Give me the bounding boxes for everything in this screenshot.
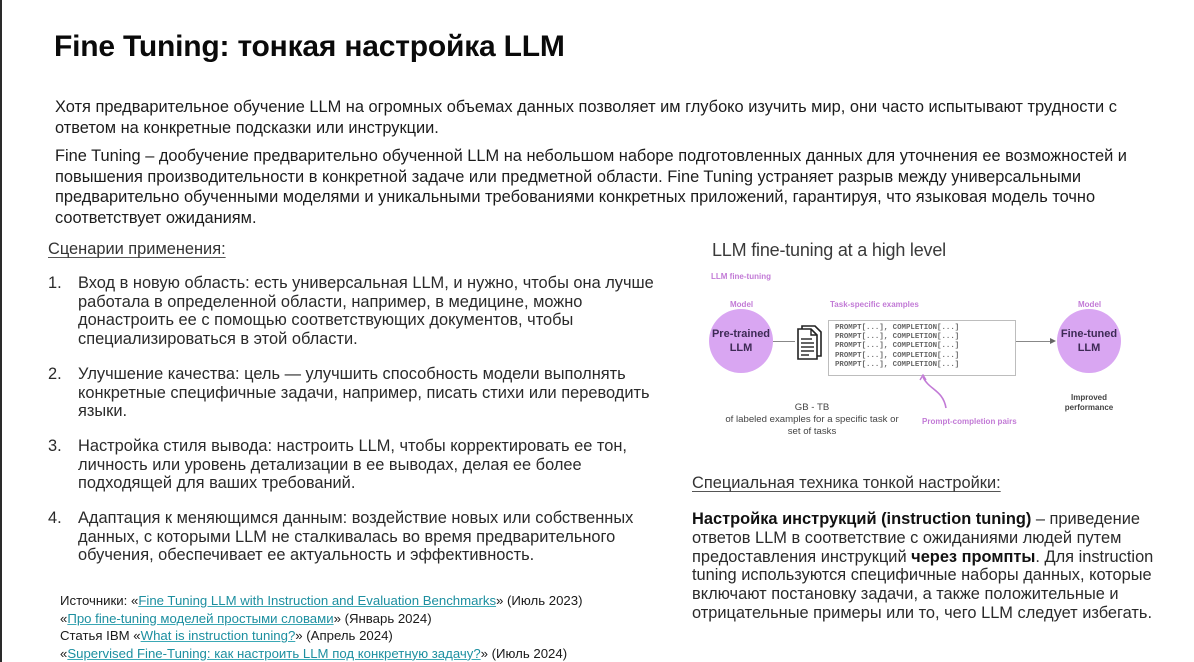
- source-link[interactable]: What is instruction tuning?: [140, 628, 296, 644]
- diagram-subtitle: LLM fine-tuning: [711, 272, 771, 281]
- list-item-text: Вход в новую область: есть универсальная LLM, и нужно, чтобы она лучше работала в определенной области, например, в медицине, можно донастроить ее с помощью соответствующих документов, чтобы специализироваться в этой области.: [78, 274, 654, 349]
- technique-emphasis: через промпты: [911, 547, 1036, 566]
- prompt-completion-pairs-label: Prompt-completion pairs: [922, 417, 1017, 426]
- list-item-number: 2.: [48, 364, 62, 383]
- finetuned-llm-node: [1057, 309, 1121, 373]
- source-link[interactable]: Supervised Fine-Tuning: как настроить LLM под конкретную задачу?: [67, 645, 481, 661]
- example-line: PROMPT[...], COMPLETION[...]: [835, 333, 960, 342]
- model-label-left: Model: [730, 300, 754, 309]
- list-item-text: Улучшение качества: цель — улучшить способность модели выполнять конкретные специфичные задачи, например, писать стихи или переводить языки.: [78, 364, 650, 421]
- improved-performance-label: Improved performance: [1064, 393, 1114, 412]
- source-link[interactable]: Про fine-tuning моделей простыми словами: [67, 610, 334, 626]
- arrow-right-icon: [1050, 338, 1056, 344]
- connector-line: [773, 341, 795, 342]
- list-item-number: 1.: [48, 274, 62, 292]
- fine-tuning-diagram: [700, 232, 1170, 452]
- list-item-text: Настройка стиля вывода: настроить LLM, чтобы корректировать ее тон, личность или уровень детализации в ее выводах, делая ее более подходящей для ваших требований.: [78, 436, 627, 493]
- model-label-right: Model: [1078, 300, 1102, 309]
- source-line: [60, 627, 660, 645]
- source-line: [60, 645, 660, 662]
- source-line: [60, 592, 660, 610]
- source-prefix: Статья IBM «: [60, 628, 141, 644]
- scenarios-heading: Сценарии применения:: [48, 240, 226, 258]
- gb-tb-label: GB - TB: [794, 402, 830, 413]
- scenarios-list: [48, 274, 658, 581]
- sources-block: [60, 592, 660, 662]
- diagram-title: LLM fine-tuning at a high level: [712, 240, 946, 260]
- intro-paragraph-2: Fine Tuning – дообучение предварительно обученной LLM на небольшом наборе подготовленных данных для уточнения ее возможностей и повышения производительности в конкретной задаче или предметной области. Fine Tuning устраняет разрыв между универсальными предварительно обученными моделями и уникальными требованиями конкретных приложений, гарантируя, что языковая модель точно соответствует ожиданиям.: [55, 147, 1127, 227]
- example-line: PROMPT[...], COMPLETION[...]: [835, 360, 960, 369]
- pretrained-llm-label: Pre-trained LLM: [711, 328, 771, 354]
- list-item-number: 3.: [48, 436, 62, 455]
- source-suffix: » (Январь 2024): [333, 610, 432, 626]
- list-item-number: 4.: [48, 509, 62, 528]
- gb-tb-description: of labeled examples for a specific task or set of tasks: [725, 414, 899, 437]
- source-prefix: «: [60, 610, 68, 626]
- example-line: PROMPT[...], COMPLETION[...]: [835, 342, 960, 351]
- source-suffix: » (Июль 2023): [496, 593, 583, 608]
- prompt-completion-examples-box: [828, 320, 1016, 376]
- list-item: [48, 365, 658, 421]
- source-line: [60, 610, 660, 628]
- finetuned-llm-label: Fine-tuned LLM: [1060, 328, 1118, 354]
- pretrained-llm-node: [709, 309, 773, 373]
- source-prefix: «: [60, 645, 68, 661]
- examples-label: Task-specific examples: [830, 300, 919, 309]
- slide-left-border: [0, 0, 2, 662]
- technique-text: – приведение ответов LLM в соответствие с ожиданиями людей путем предоставления инструкций: [692, 510, 1140, 566]
- slide-title: Fine Tuning: тонкая настройка LLM: [54, 30, 565, 63]
- list-item: [48, 509, 658, 565]
- data-size-caption: [722, 402, 902, 438]
- list-item: [48, 274, 658, 349]
- intro-section: [55, 97, 1135, 236]
- source-link[interactable]: Fine Tuning LLM with Instruction and Evaluation Benchmarks: [138, 593, 497, 608]
- source-prefix: Источники: «: [60, 593, 139, 608]
- pointer-curve-icon: [915, 374, 955, 414]
- connector-line: [1016, 341, 1054, 342]
- source-suffix: » (Июль 2024): [480, 645, 568, 661]
- technique-text: . Для instruction tuning используются специфичные наборы данных, которые включают постановку задачи, а также положительные и отрицательные примеры или то, чего LLM следует избегать.: [692, 547, 1154, 622]
- technique-heading: Специальная техника тонкой настройки:: [692, 474, 1001, 492]
- list-item: [48, 437, 658, 493]
- example-line: PROMPT[...], COMPLETION[...]: [835, 324, 960, 332]
- list-item-text: Адаптация к меняющимся данным: воздействие новых или собственных данных, с которыми LLM не сталкивалась во время предварительного обучения, обеспечивает ее актуальность и эффективность.: [78, 509, 634, 565]
- technique-description: [692, 510, 1182, 623]
- document-stack-icon: [795, 324, 825, 360]
- intro-paragraph-1: Хотя предварительное обучение LLM на огромных объемах данных позволяет им глубоко изучить мир, они часто испытывают трудности с ответом на конкретные подсказки или инструкции.: [55, 98, 1117, 137]
- technique-term: Настройка инструкций (instruction tuning): [692, 510, 1032, 528]
- source-suffix: » (Апрель 2024): [295, 628, 393, 644]
- example-line: PROMPT[...], COMPLETION[...]: [835, 351, 960, 360]
